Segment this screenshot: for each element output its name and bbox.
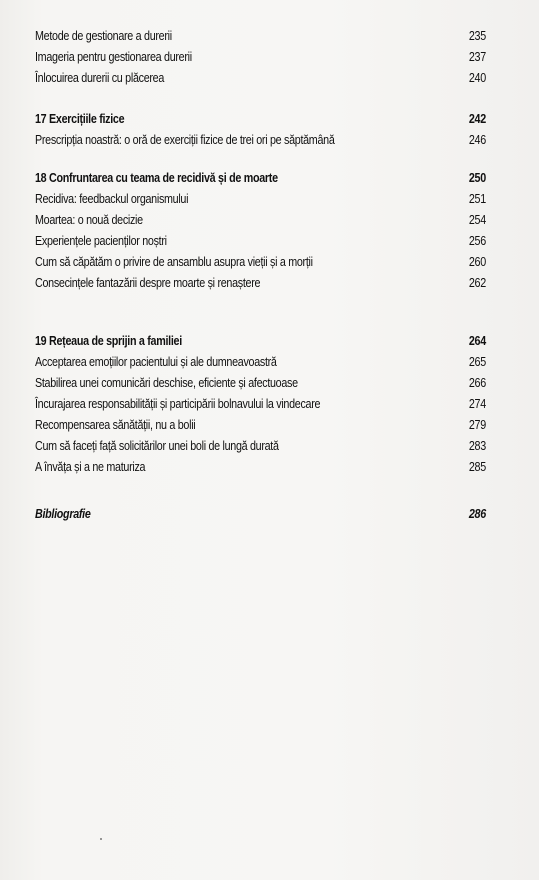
toc-entry-page: 235 bbox=[468, 29, 486, 43]
toc-entry-title: Metode de gestionare a durerii bbox=[35, 29, 172, 43]
toc-entry-title: Recompensarea sănătății, nu a bolii bbox=[35, 418, 196, 432]
toc-entry bbox=[35, 273, 486, 294]
toc-entry bbox=[35, 189, 486, 210]
toc-entry-title: Acceptarea emoțiilor pacientului și ale dumneavoastră bbox=[35, 355, 277, 369]
chapter-page: 242 bbox=[468, 112, 486, 126]
toc-entry-page: 251 bbox=[468, 192, 486, 206]
toc-entry bbox=[35, 436, 486, 457]
toc-entry-title: Imageria pentru gestionarea durerii bbox=[35, 50, 192, 64]
toc-entry-page: 240 bbox=[468, 71, 486, 85]
toc-entry-page: 246 bbox=[468, 133, 486, 147]
chapter-heading bbox=[35, 168, 486, 189]
toc-entry-page: 262 bbox=[468, 276, 486, 290]
toc-entry-title: Moartea: o nouă decizie bbox=[35, 213, 143, 227]
toc-entry bbox=[35, 47, 486, 68]
toc-entry-title: Cum să faceți față solicitărilor unei boli de lungă durată bbox=[35, 439, 279, 453]
toc-entry-page: 274 bbox=[468, 397, 486, 411]
toc-entry-page: 285 bbox=[468, 460, 486, 474]
toc-entry bbox=[35, 457, 486, 478]
toc-entry bbox=[35, 352, 486, 373]
toc-entry-title: Prescripția noastră: o oră de exerciții fizice de trei ori pe săptămână bbox=[35, 133, 335, 147]
toc-entry bbox=[35, 373, 486, 394]
toc-entry-title: Consecințele fantazării despre moarte și renaștere bbox=[35, 276, 261, 290]
toc-entry-title: Stabilirea unei comunicări deschise, eficiente și afectuoase bbox=[35, 376, 298, 390]
table-of-contents bbox=[35, 26, 487, 525]
chapter-page: 264 bbox=[468, 334, 486, 348]
bibliography-page: 286 bbox=[468, 507, 486, 521]
toc-entry-page: 260 bbox=[468, 255, 486, 269]
toc-entry-title: Recidiva: feedbackul organismului bbox=[35, 192, 189, 206]
bibliography-entry bbox=[35, 504, 486, 525]
chapter-heading bbox=[35, 331, 486, 352]
toc-entry bbox=[35, 231, 486, 252]
toc-entry-title: Încurajarea responsabilității și participării bolnavului la vindecare bbox=[35, 397, 321, 411]
toc-entry-title: Înlocuirea durerii cu plăcerea bbox=[35, 71, 165, 85]
chapter-heading bbox=[35, 109, 486, 130]
toc-entry-page: 266 bbox=[468, 376, 486, 390]
toc-entry bbox=[35, 130, 486, 151]
chapter-title: 19 Rețeaua de sprijin a familiei bbox=[35, 334, 182, 348]
toc-entry-page: 256 bbox=[468, 234, 486, 248]
toc-entry bbox=[35, 394, 486, 415]
chapter-title: 17 Exercițiile fizice bbox=[35, 112, 125, 126]
toc-entry-page: 279 bbox=[468, 418, 486, 432]
bibliography-title: Bibliografie bbox=[35, 507, 91, 521]
toc-entry bbox=[35, 210, 486, 231]
toc-entry-page: 237 bbox=[468, 50, 486, 64]
toc-entry-title: A învăța și a ne maturiza bbox=[35, 460, 146, 474]
toc-entry-title: Experiențele pacienților noștri bbox=[35, 234, 167, 248]
chapter-title: 18 Confruntarea cu teama de recidivă și de moarte bbox=[35, 171, 278, 185]
ink-speck bbox=[100, 838, 102, 840]
toc-entry bbox=[35, 252, 486, 273]
toc-entry-page: 265 bbox=[468, 355, 486, 369]
chapter-page: 250 bbox=[468, 171, 486, 185]
toc-entry-title: Cum să căpătăm o privire de ansamblu asupra vieții și a morții bbox=[35, 255, 313, 269]
toc-entry-page: 254 bbox=[468, 213, 486, 227]
toc-entry bbox=[35, 415, 486, 436]
toc-entry-page: 283 bbox=[468, 439, 486, 453]
toc-entry bbox=[35, 68, 486, 89]
toc-entry bbox=[35, 26, 486, 47]
